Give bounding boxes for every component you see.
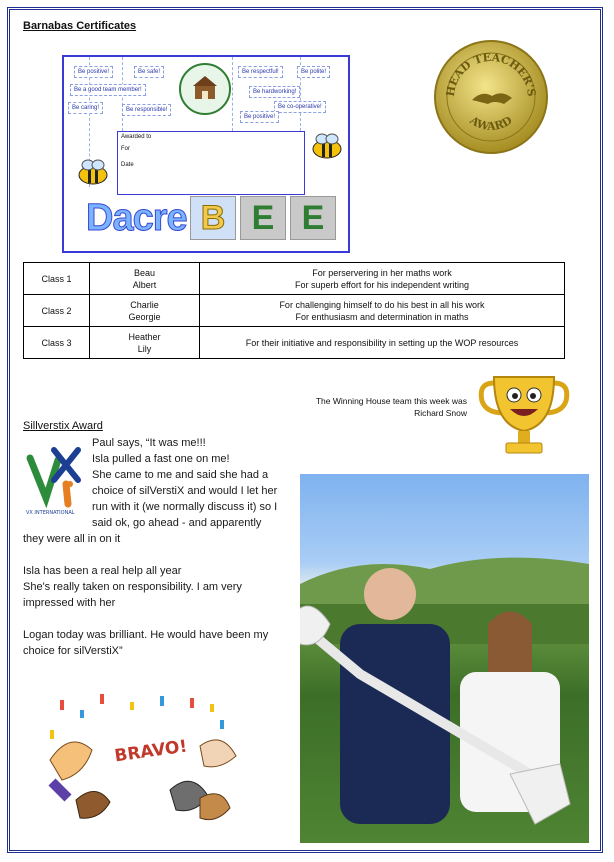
award-photo <box>300 474 589 843</box>
cert-tag: Be co-operative! <box>274 101 326 113</box>
head-teacher-award-medal <box>432 38 550 156</box>
winning-house-name: Richard Snow <box>414 408 467 418</box>
letter-tile-e: E <box>290 196 336 240</box>
class-cell: Class 3 <box>24 327 90 359</box>
class-cell: Class 2 <box>24 295 90 327</box>
pupil-name: Beau <box>133 267 156 278</box>
medal-text-top: HEAD TEACHER'S <box>443 50 539 98</box>
story-line: She's really taken on responsibility. I am very <box>23 581 242 593</box>
story-line: Isla has been a real help all year <box>23 565 182 577</box>
pupil-name: Charlie <box>130 299 159 310</box>
story-line: choice of silVerstiX and would I let her <box>92 485 278 497</box>
vx-logo-text: VX INTERNATIONAL <box>26 510 75 516</box>
reason-cell <box>200 295 565 327</box>
table-row <box>24 327 565 359</box>
school-logo <box>179 63 231 115</box>
bravo-text: BRAVO! <box>113 736 189 767</box>
bee-icon <box>308 131 346 161</box>
names-cell <box>90 327 200 359</box>
winning-house-note <box>267 395 467 419</box>
story-line: run with it (we normally discuss it) so I <box>92 501 278 513</box>
award-reason: For perservering in her maths work <box>312 267 452 278</box>
table-row <box>24 263 565 295</box>
vx-international-logo <box>24 440 84 520</box>
cert-tag: Be positive! <box>240 111 279 123</box>
cert-tag: Be responsible! <box>122 104 171 116</box>
names-cell <box>90 263 200 295</box>
story-line: She came to me and said she had a <box>92 469 269 481</box>
trophy-icon <box>476 369 572 459</box>
winning-house-line: The Winning House team this week was <box>315 396 467 406</box>
silverstix-story <box>23 531 298 659</box>
for-label: For <box>121 146 130 152</box>
cert-tag: Be respectful! <box>238 66 283 78</box>
cert-tag: Be caring! <box>68 102 103 114</box>
story-line: impressed with her <box>23 597 116 609</box>
bee-icon <box>74 157 112 187</box>
silverstix-story-wrapped <box>92 435 297 531</box>
table-row <box>24 295 565 327</box>
pupil-name: Heather <box>128 331 161 342</box>
cert-tag: Be polite! <box>297 66 330 78</box>
dacre-wordmark: Dacre <box>86 197 187 239</box>
letter-tile-e: E <box>240 196 286 240</box>
date-label: Date <box>121 162 134 168</box>
pupil-name: Albert <box>132 279 157 290</box>
silverstix-heading: Sillverstix Award <box>23 420 103 432</box>
names-cell <box>90 295 200 327</box>
reason-cell: For their initiative and responsibility in setting up the WOP resources <box>200 327 565 359</box>
cert-tag: Be safe! <box>134 66 164 78</box>
certificate-image <box>62 55 350 253</box>
story-line: they were all in on it <box>23 533 121 545</box>
story-line: said ok, go ahead - and apparently <box>92 517 262 529</box>
award-details-box <box>117 131 305 195</box>
cert-tag: Be hardworking! <box>249 86 300 98</box>
letter-tile-b: B <box>190 196 236 240</box>
story-line: Logan today was brilliant. He would have been my <box>23 629 269 641</box>
class-awards-table <box>23 262 565 359</box>
award-reason: For challenging himself to do his best in all his work <box>279 299 485 310</box>
award-reason: For superb effort for his independent writing <box>295 279 469 290</box>
award-reason: For enthusiasm and determination in maths <box>295 311 469 322</box>
reason-cell <box>200 263 565 295</box>
pupil-name: Lily <box>137 343 152 354</box>
class-cell: Class 1 <box>24 263 90 295</box>
story-line: choice for silVerstiX” <box>23 645 123 657</box>
story-line: Isla pulled a fast one on me! <box>92 453 230 465</box>
medal-text-bottom: AWARD <box>467 113 515 133</box>
pupil-name: Georgie <box>128 311 161 322</box>
story-line: Paul says, “It was me!!! <box>92 437 206 449</box>
bravo-clipart <box>40 690 245 840</box>
cert-tag: Be positive! <box>74 66 113 78</box>
awarded-to-label: Awarded to <box>121 134 152 140</box>
page-title: Barnabas Certificates <box>23 20 137 32</box>
cert-tag: Be a good team member! <box>70 84 146 96</box>
